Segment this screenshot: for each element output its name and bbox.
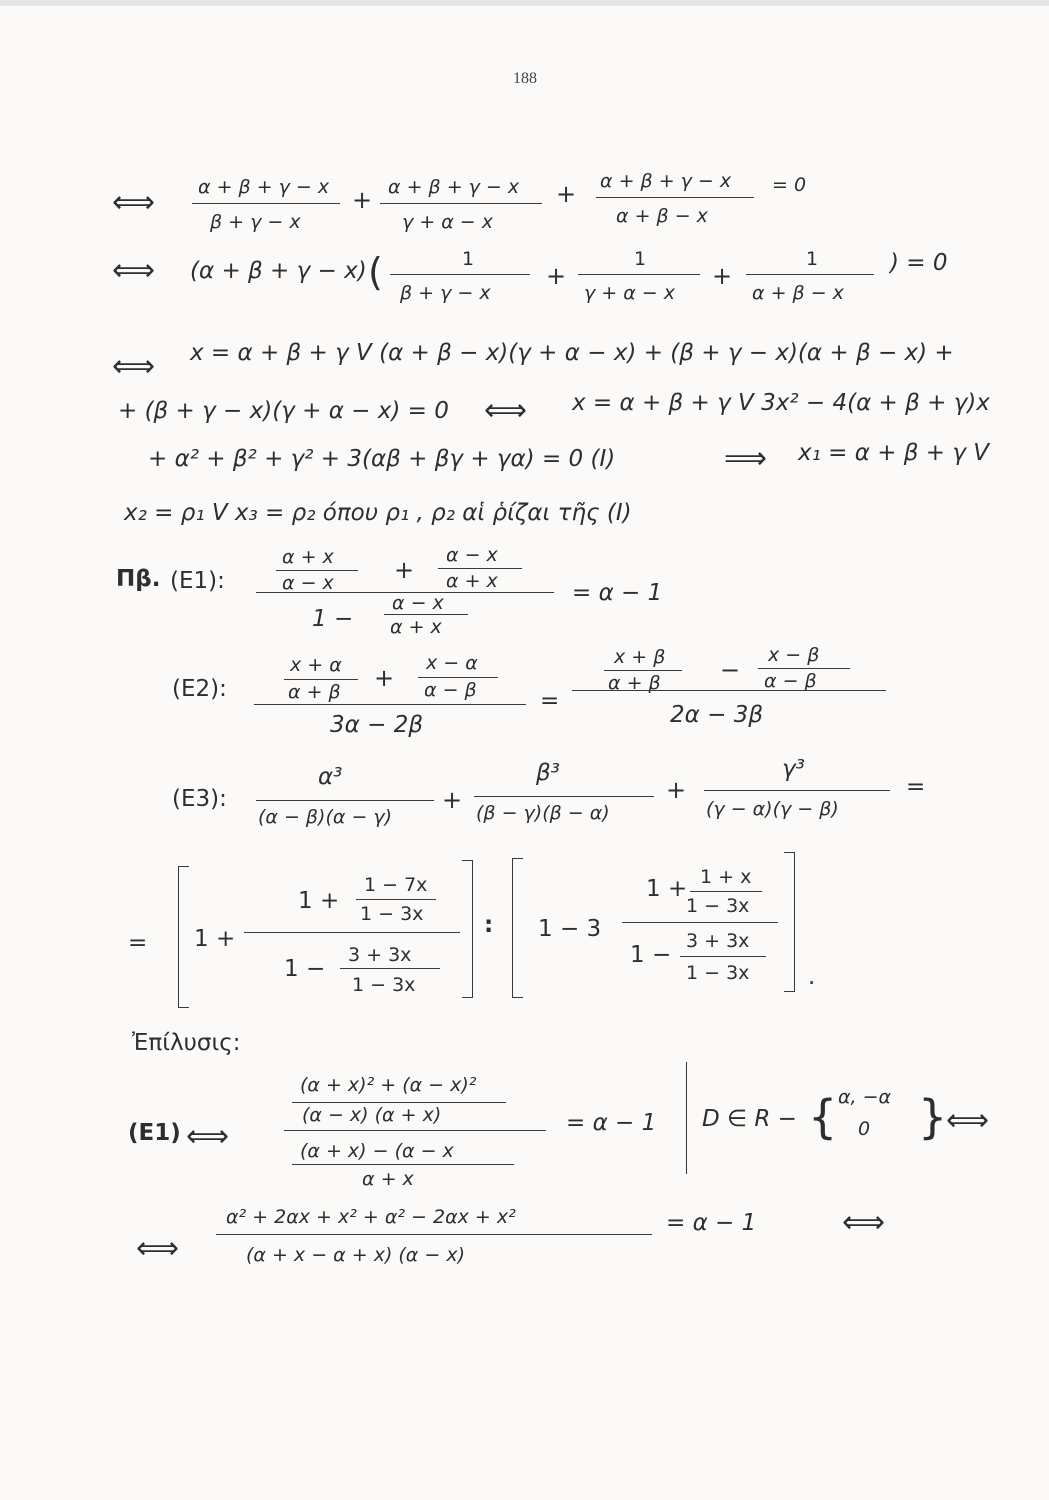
fraction-numerator: 3 + 3x [348,944,412,966]
fraction-bar [604,670,682,671]
nested-prefix: 1 + [646,876,688,902]
expression-prefix: 1 + [194,926,236,952]
fraction-denominator: α − β [424,679,477,701]
fraction-bar [418,677,498,678]
fraction-numerator: 1 [462,248,475,270]
fraction-numerator: x + α [290,654,342,676]
common-factor: (α + β + γ − x) [190,258,367,284]
fraction-denominator: 1 − 3x [686,895,750,917]
fraction-numerator: x − β [768,644,820,666]
fraction-bar [340,968,440,969]
fraction-denominator: 1 − 3x [360,903,424,925]
minus-sign: − [720,656,741,684]
equation-line: x = α + β + γ V 3x² − 4(α + β + γ)x [572,390,990,416]
nested-prefix: 1 − [630,942,672,968]
fraction-denominator: (γ − α)(γ − β) [706,798,839,820]
implies-arrow-icon: ⟹ [724,441,768,476]
fraction-numerator: α³ [318,764,343,790]
fraction-numerator: 1 − 7x [364,874,428,896]
fraction-bar [474,796,654,797]
fraction-bar [192,203,340,204]
main-fraction-bar [572,690,886,691]
fraction-denominator: β + γ − x [400,282,491,304]
division-colon: : [484,912,494,938]
fraction-bar [384,614,468,615]
expression-prefix: 1 − 3 [538,916,602,942]
fraction-bar [596,197,754,198]
nested-prefix: 1 + [298,888,340,914]
plus-sign: + [556,180,577,208]
fraction-bar [390,274,530,275]
equals-sign: = [128,930,148,956]
fraction-denominator: (α − x) (α + x) [302,1104,442,1126]
main-fraction-bar [254,704,526,705]
fraction-denominator: α + β − x [752,282,844,304]
final-period: . [808,964,816,990]
plus-sign: + [666,776,687,804]
equation-label: (E1): [170,568,225,594]
equation-label: (E1) [128,1120,181,1146]
equation-line: + α² + β² + γ² + 3(αβ + βγ + γα) = 0 (I) [148,446,616,472]
fraction-bar [356,899,436,900]
double-arrow-icon: ⟺ [112,349,156,384]
equation-label: (E2): [172,676,227,702]
fraction-numerator: α + β + γ − x [198,176,330,198]
fraction-numerator: x + β [614,646,666,668]
right-bracket [462,860,473,998]
domain-condition: D ∈ R − [702,1106,797,1132]
plus-sign: + [712,262,733,290]
fraction-bar [276,570,358,571]
fraction-denominator: 1 − 3x [352,974,416,996]
plus-sign: + [394,556,415,584]
equation-label: (E3): [172,786,227,812]
double-arrow-icon: ⟺ [186,1119,230,1154]
left-bracket [178,866,189,1008]
excluded-values: 0 [858,1118,871,1140]
fraction-bar [292,1164,514,1165]
right-bracket [784,852,795,992]
page-number: 188 [513,70,537,87]
equals-sign: = [540,688,560,714]
double-arrow-icon: ⟺ [484,393,528,428]
fraction-denominator: γ + α − x [402,211,494,233]
double-arrow-icon: ⟺ [842,1205,886,1240]
equation-line: + (β + γ − x)(γ + α − x) = 0 [118,398,449,424]
fraction-numerator: α − x [446,544,498,566]
double-arrow-icon: ⟺ [136,1231,180,1266]
plus-sign: + [442,786,463,814]
fraction-denominator: (α + x − α + x) (α − x) [246,1244,465,1266]
fraction-denominator: α + β [288,681,341,703]
fraction-numerator: β³ [536,760,560,786]
fraction-numerator: x − α [426,652,478,674]
condition-separator [686,1062,687,1174]
fraction-denominator: (α − β)(α − γ) [258,806,393,828]
double-arrow-icon: ⟺ [112,185,156,220]
right-hand-side: = α − 1 [566,1110,657,1136]
equals-sign: = [906,774,926,800]
equals-zero: = 0 [772,174,807,196]
main-fraction-bar [284,1130,546,1131]
fraction-denominator: α − β [764,670,817,692]
nested-prefix: 1 − [284,956,326,982]
plus-sign: + [352,186,373,214]
fraction-denominator: α + x [446,570,498,592]
equation-line: x₁ = α + β + γ V [798,440,990,466]
fraction-denominator: 3α − 2β [330,712,423,738]
fraction-numerator: α + β + γ − x [600,170,732,192]
scan-edge [0,0,1049,6]
double-arrow-icon: ⟺ [112,253,156,288]
fraction-bar [216,1234,652,1235]
equation-line: x = α + β + γ V (α + β − x)(γ + α − x) + (β + γ − x)(α + β − x) + [190,340,954,366]
fraction-numerator: α² + 2αx + x² + α² − 2αx + x² [226,1206,516,1228]
right-hand-side: = α − 1 [666,1210,757,1236]
fraction-bar [292,1102,506,1103]
fraction-bar [680,956,766,957]
excluded-values: α, −α [838,1086,892,1108]
main-fraction-bar [244,932,460,933]
fraction-numerator: γ³ [782,756,805,782]
fraction-numerator: α + x [282,546,334,568]
fraction-bar [758,668,850,669]
problem-label: Πβ. [116,566,161,592]
fraction-numerator: α − x [392,592,444,614]
fraction-numerator: α + β + γ − x [388,176,520,198]
left-brace-icon: { [808,1090,838,1144]
main-fraction-bar [622,922,778,923]
solution-heading: Ἐπίλυσις: [132,1030,241,1056]
fraction-bar [380,203,542,204]
fraction-denominator: 2α − 3β [670,702,763,728]
fraction-numerator: 1 + x [700,866,752,888]
plus-sign: + [546,262,567,290]
fraction-denominator: (β − γ)(β − α) [476,802,610,824]
fraction-numerator: (α + x)² + (α − x)² [300,1074,477,1096]
fraction-bar [438,568,522,569]
fraction-denominator: γ + α − x [584,282,676,304]
right-hand-side: = α − 1 [572,580,663,606]
denominator-prefix: 1 − [312,606,354,632]
fraction-numerator: 1 [634,248,647,270]
fraction-bar [284,679,358,680]
close-paren-equals-zero: ) = 0 [890,250,948,276]
fraction-bar [578,274,700,275]
roots-statement: x₂ = ρ₁ V x₃ = ρ₂ όπου ρ₁ , ρ₂ αἱ ῥίζαι τῆς (I) [124,500,632,526]
left-bracket [512,858,523,998]
fraction-bar [704,790,890,791]
fraction-bar [690,891,762,892]
fraction-numerator: 1 [806,248,819,270]
fraction-numerator: 3 + 3x [686,930,750,952]
fraction-denominator: β + γ − x [210,211,301,233]
fraction-denominator: α + β − x [616,205,708,227]
right-brace-icon: } [918,1090,948,1144]
fraction-denominator: α + x [390,616,442,638]
fraction-numerator: (α + x) − (α − x [300,1140,454,1162]
fraction-denominator: α + β [608,672,661,694]
fraction-denominator: α + x [362,1168,414,1190]
fraction-bar [256,800,434,801]
fraction-denominator: 1 − 3x [686,962,750,984]
double-arrow-icon: ⟺ [946,1103,990,1138]
open-paren: ( [368,250,383,294]
fraction-denominator: α − x [282,572,334,594]
fraction-bar [746,274,874,275]
plus-sign: + [374,664,395,692]
